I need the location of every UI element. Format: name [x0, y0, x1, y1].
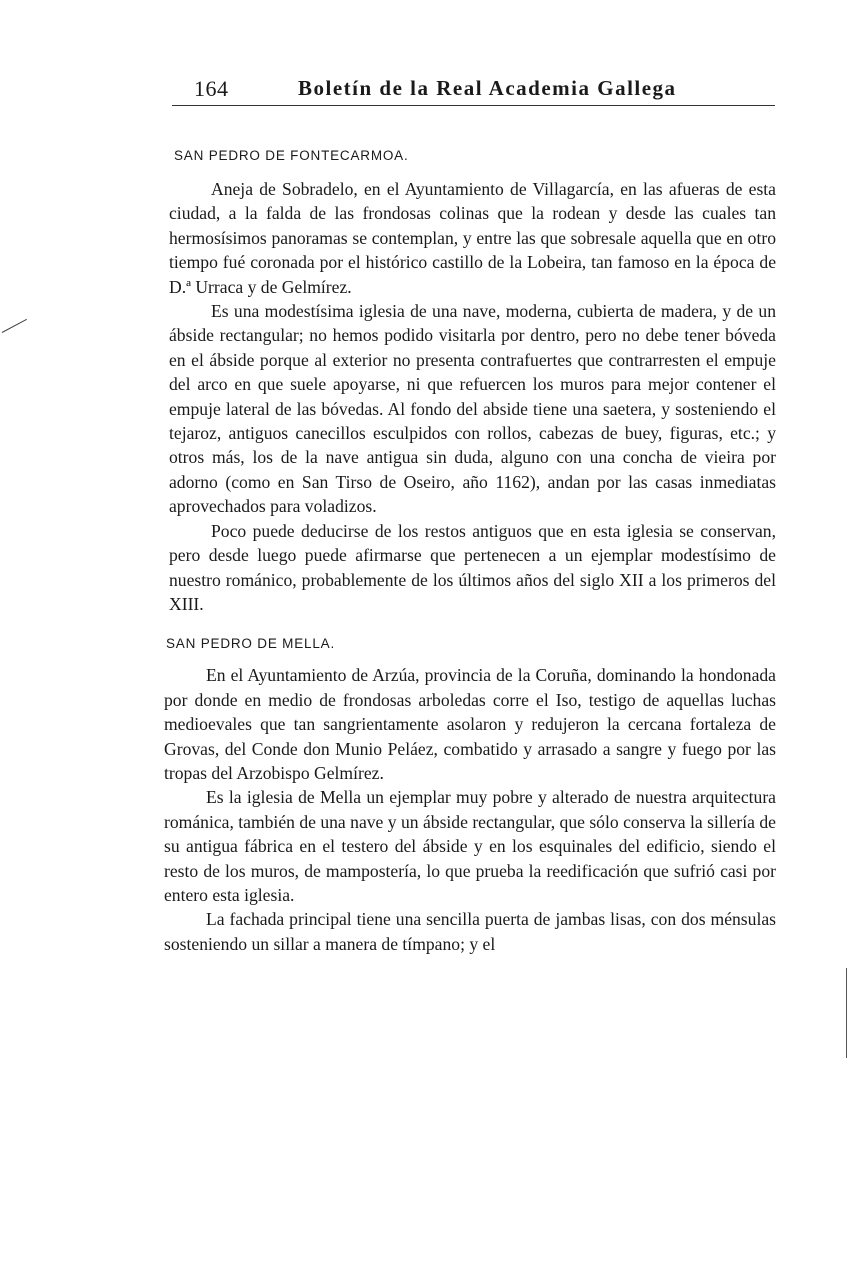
section-mella	[164, 636, 776, 956]
page-header	[172, 76, 775, 108]
paragraph: Es la iglesia de Mella un ejemplar muy pobre y alterado de nuestra arquitectura románica, también de una nave y un ábside rectangular, que sólo conserva la sillería de su antigua fábrica en el testero del ábside y en los esquinales del edificio, siendo el resto de los muros, de mampostería, lo que prueba la reedificación que sufrió casi por entero esta iglesia.	[164, 787, 776, 905]
section-fontecarmoa	[164, 148, 776, 616]
page-body	[164, 148, 776, 956]
paragraph: Es una modestísima iglesia de una nave, moderna, cubierta de madera, y de un ábside rectangular; no hemos podido visitarla por dentro, pero no debe tener bóveda en el ábside porque al exterior no presenta contrafuertes que contrarresten el empuje del arco en que suele apoyarse, ni que refuercen los muros para mejor contener el empuje lateral de las bóvedas. Al fondo del abside tiene una saetera, y sosteniendo el tejaroz, antiguos canecillos esculpidos con rollos, cabezas de buey, figuras, etc.; y otros más, los de la nave antigua sin duda, alguno con una concha de vieira por adorno (como en San Tirso de Oseiro, año 1162), andan por las casas inmediatas aprovechados para voladizos.	[169, 301, 776, 517]
paragraph: Poco puede deducirse de los restos antiguos que en esta iglesia se conservan, pero desde luego puede afirmarse que pertenecen a un ejemplar modestísimo de nuestro románico, probablemente de los últimos años del siglo XII a los primeros del XIII.	[169, 520, 776, 614]
paragraph: Aneja de Sobradelo, en el Ayuntamiento de Villagarcía, en las afueras de esta ciudad, a la falda de las frondosas colinas que la rodean y desde las cuales tan hermosísimos panoramas se contemplan, y entre las que sobresale aquella que en otro tiempo fué coronada por el histórico castillo de la Lobeira, tan famoso en la época de D.ª Urraca y de Gelmírez.	[169, 179, 776, 297]
margin-pencil-mark	[2, 319, 27, 333]
paragraph: En el Ayuntamiento de Arzúa, provincia de la Coruña, dominando la hondonada por donde en medio de frondosas arboledas corre el Iso, testigo de aquellas luchas medioevales que tan sangrientamente asolaron y redujeron la cercana fortaleza de Grovas, del Conde don Munio Peláez, combatido y arrasado a sangre y fuego por las tropas del Arzobispo Gelmírez.	[164, 665, 776, 783]
section-heading: SAN PEDRO DE MELLA.	[166, 636, 335, 652]
section-heading: SAN PEDRO DE FONTECARMOA.	[174, 148, 409, 163]
margin-scan-line	[846, 968, 847, 1058]
header-rule	[172, 105, 775, 106]
paragraph: La fachada principal tiene una sencilla puerta de jambas lisas, con dos ménsulas sosteniendo un sillar a manera de tímpano; y el	[164, 909, 776, 954]
running-title: Boletín de la Real Academia Gallega	[298, 76, 677, 100]
page-number: 164	[194, 76, 229, 101]
